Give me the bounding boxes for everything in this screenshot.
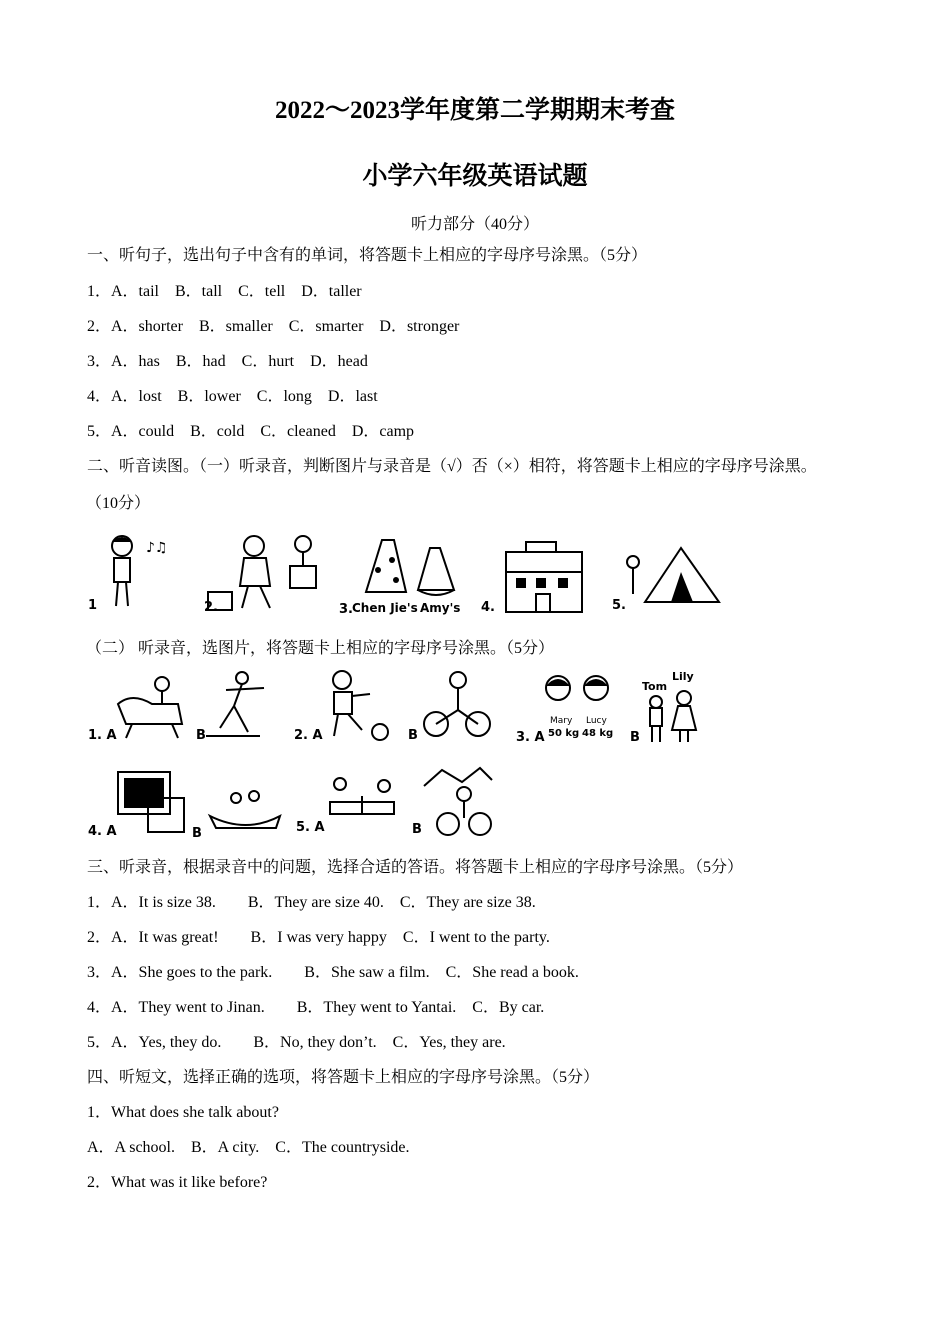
watering-flowers-picture (204, 530, 329, 612)
girl-singing-picture (96, 530, 176, 612)
name-lily: Lily (672, 670, 694, 683)
section3-heading: 三、听录音，根据录音中的问题，选择合适的答语。将答题卡上相应的字母序号涂黑。（5分） (87, 859, 744, 876)
tv-picture (112, 768, 188, 838)
question-1-3: 3．A．has B．had C．hurt D．head (87, 353, 368, 370)
question-4-1-options: A．A school. B．A city. C．The countryside. (87, 1139, 410, 1156)
question-1-4: 4．A．lost B．lower C．long D．last (87, 388, 378, 405)
row1-label-1b: B (196, 728, 206, 743)
section2-score: （10分） (86, 495, 151, 512)
building-picture (496, 538, 591, 616)
question-1-1: 1．A．tail B．tall C．tell D．taller (87, 283, 362, 300)
horse-riding-picture (112, 674, 192, 740)
row2-label-4b: B (192, 826, 202, 841)
question-1-2: 2．A．shorter B．smaller C．smarter D．stronger (87, 318, 460, 335)
part2-pictures-row1 (86, 668, 706, 748)
listening-heading: 听力部分（40分） (410, 216, 539, 233)
part1-label-2: 2. (204, 600, 218, 615)
tom-lily-picture (642, 690, 702, 746)
weight-mary: 50 kg (548, 728, 580, 739)
part1-label-5: 5. (612, 598, 626, 613)
section2-heading: 二、听音读图。（一）听录音，判断图片与录音是（√）否（×）相符，将答题卡上相应的字母序号涂黑。 (87, 458, 817, 475)
boat-picture (206, 784, 286, 834)
skirt-name-chenjie: Chen Jie's (352, 601, 418, 615)
row1-label-3a: 3. A (516, 730, 545, 745)
name-lucy: Lucy (586, 716, 607, 726)
row2-label-4a: 4. A (88, 824, 117, 839)
exam-subtitle: 小学六年级英语试题 (362, 163, 588, 190)
row2-label-5b: B (412, 822, 422, 837)
row1-label-2a: 2. A (294, 728, 323, 743)
part2-heading: （二） 听录音，选图片，将答题卡上相应的字母序号涂黑。（5分） (86, 640, 555, 657)
part1-pictures (86, 530, 726, 620)
football-picture (318, 668, 394, 744)
question-3-3: 3．A．She goes to the park. B．She saw a film. C．She read a book. (87, 964, 579, 981)
part1-label-3: 3. (339, 602, 353, 617)
question-4-1: 1．What does she talk about? (87, 1104, 279, 1121)
part1-label-1: 1 (88, 598, 98, 613)
question-3-1: 1．A．It is size 38. B．They are size 40. C．They are size 38. (87, 894, 536, 911)
part2-pictures-row2 (86, 764, 506, 844)
row1-label-1a: 1. A (88, 728, 117, 743)
question-1-5: 5．A．could B．cold C．cleaned D．camp (87, 423, 415, 440)
exam-title: 2022～2023学年度第二学期期末考查 (274, 97, 675, 124)
section4-heading: 四、听短文，选择正确的选项，将答题卡上相应的字母序号涂黑。（5分） (87, 1069, 600, 1086)
question-3-4: 4．A．They went to Jinan. B．They went to Yantai. C．By car. (87, 999, 545, 1016)
row1-label-2b: B (408, 728, 418, 743)
pingpong-picture (326, 776, 398, 832)
question-4-2: 2．What was it like before? (87, 1174, 268, 1191)
name-tom: Tom (642, 680, 668, 693)
row2-label-5a: 5. A (296, 820, 325, 835)
skating-picture (204, 670, 270, 740)
section1-heading: 一、听句子，选出句子中含有的单词，将答题卡上相应的字母序号涂黑。（5分） (87, 247, 648, 264)
svg-text:♪♫: ♪♫ (146, 540, 168, 556)
name-mary: Mary (550, 716, 573, 726)
row1-label-3b: B (630, 730, 640, 745)
cycling-picture (422, 670, 492, 740)
question-3-2: 2．A．It was great! B．I was very happy C．I went to the party. (87, 929, 550, 946)
question-3-5: 5．A．Yes, they do. B．No, they don’t. C．Yes, they are. (87, 1034, 506, 1051)
tent-picture (621, 542, 721, 612)
mountain-bike-picture (422, 766, 494, 838)
part1-label-4: 4. (481, 600, 495, 615)
skirt-name-amy: Amy's (420, 601, 461, 615)
weight-lucy: 48 kg (582, 728, 614, 739)
